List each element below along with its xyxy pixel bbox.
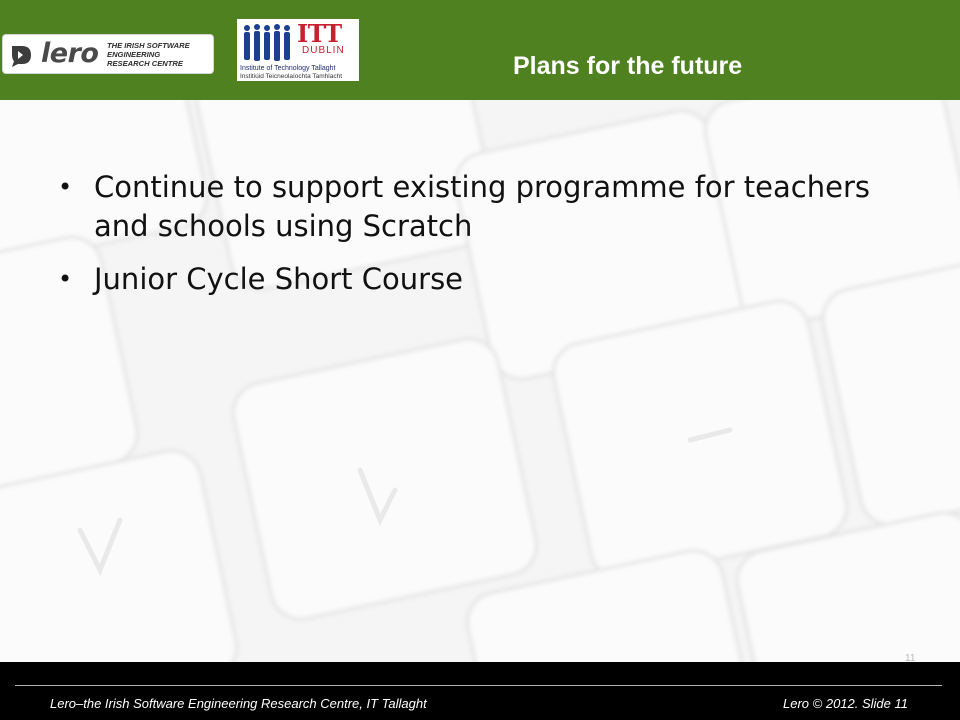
slide-header — [0, 0, 960, 100]
footer-divider — [15, 685, 942, 686]
itt-dublin-logo — [237, 19, 359, 81]
itt-subtitle-en: Institute of Technology Tallaght — [240, 65, 336, 72]
bullet-list — [58, 168, 918, 313]
slide-title: Plans for the future — [513, 52, 743, 80]
slide-number-corner: 11 — [905, 653, 916, 664]
bullet-text: Junior Cycle Short Course — [94, 262, 464, 296]
itt-subtitle-ga: Institiúid Teicneolaíochta Tamhlacht — [240, 73, 343, 80]
itt-city: DUBLIN — [302, 45, 345, 56]
lero-logo — [2, 34, 214, 74]
footer-credit: Lero–the Irish Software Engineering Research Centre, IT Tallaght — [50, 696, 427, 711]
list-item — [58, 260, 918, 299]
footer-copyright: Lero © 2012. Slide 11 — [783, 696, 908, 711]
lero-wordmark: lero — [41, 38, 99, 69]
list-item — [58, 168, 918, 246]
itt-name: ITT — [297, 19, 342, 48]
slide-footer — [0, 653, 960, 720]
lero-mark-icon — [9, 43, 33, 67]
bullet-icon: • — [58, 265, 73, 293]
lero-tagline: THE IRISH SOFTWARE ENGINEERING RESEARCH CENTRE — [107, 41, 190, 69]
itt-figures-icon — [241, 22, 293, 66]
bullet-text: Continue to support existing programme for teachers and schools using Scratch — [94, 170, 870, 243]
bullet-icon: • — [58, 173, 73, 201]
